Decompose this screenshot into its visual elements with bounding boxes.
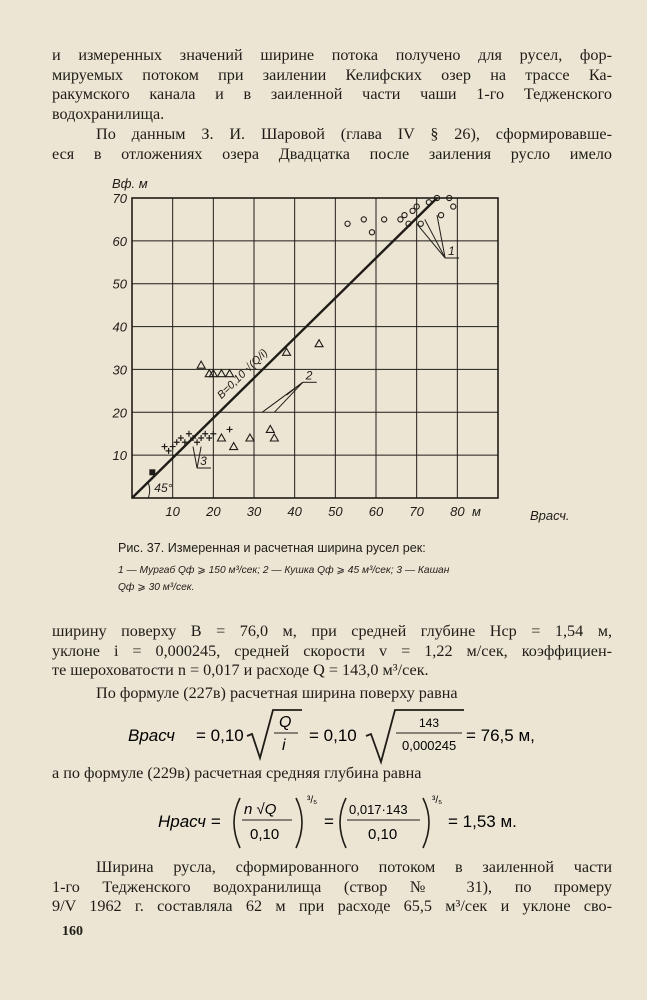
x-axis-label: Bрасч. bbox=[530, 508, 570, 523]
callout-leader bbox=[274, 382, 302, 412]
depth-intro bbox=[52, 764, 612, 784]
data-point-cross bbox=[206, 435, 212, 441]
data-point-circle bbox=[382, 217, 387, 222]
last-paragraph bbox=[52, 858, 612, 917]
data-point-circle bbox=[438, 213, 443, 218]
top-paragraph bbox=[52, 46, 612, 124]
data-point-triangle bbox=[197, 361, 205, 368]
eq1-frac1-num: Q bbox=[279, 714, 292, 731]
eq2-result: = 1,53 м. bbox=[448, 812, 517, 831]
data-point-circle bbox=[402, 213, 407, 218]
eq2-frac1-den: 0,10 bbox=[250, 826, 280, 843]
equation-width bbox=[0, 700, 647, 770]
chart bbox=[0, 170, 647, 530]
data-point-cross bbox=[174, 439, 180, 445]
data-point-cross bbox=[178, 435, 184, 441]
data-point-triangle bbox=[230, 443, 238, 450]
x-tick-label: 70 bbox=[409, 504, 424, 519]
eq1-lhs: Bрасч bbox=[128, 726, 175, 745]
y-tick-label: 40 bbox=[112, 319, 127, 335]
data-point-circle bbox=[418, 221, 423, 226]
equation-depth bbox=[0, 786, 647, 858]
data-point-cross bbox=[194, 439, 200, 445]
x-unit-label: м bbox=[472, 504, 481, 519]
eq2-exponent: ³/₅ bbox=[307, 795, 318, 806]
eq2-mid: = bbox=[324, 812, 334, 831]
chart-grid bbox=[132, 198, 498, 498]
data-point-triangle bbox=[217, 370, 225, 377]
sharova-paragraph bbox=[52, 125, 612, 164]
text-line: 9/V 1962 г. составляла 62 м при расходе 65,5 м³/сек и уклоне сво- bbox=[52, 897, 612, 915]
x-tick-label: 30 bbox=[246, 504, 262, 519]
data-point-cross bbox=[227, 426, 233, 432]
text-line: По формуле (227в) расчетная ширина поверху равна bbox=[96, 684, 458, 702]
eq1-mid: = 0,10 bbox=[309, 726, 357, 745]
eq2-frac2-num: 0,017·143 bbox=[349, 802, 408, 817]
eq1-frac2-num: 143 bbox=[419, 716, 440, 730]
data-point-triangle bbox=[217, 434, 225, 441]
caption-legend-line: Qф ⩾ 30 м³/сек. bbox=[118, 582, 195, 593]
callout-label-3: 3 bbox=[200, 454, 207, 468]
x-tick-label: 40 bbox=[287, 504, 302, 519]
data-point-circle bbox=[410, 208, 415, 213]
eq2-lhs: Hрасч = bbox=[158, 812, 221, 831]
data-point-cross bbox=[186, 431, 192, 437]
paren-right bbox=[423, 798, 429, 848]
text-line: ширину поверху B = 76,0 м, при средней глубине Hср = 1,54 м, bbox=[52, 622, 612, 640]
eq1-result: = 76,5 м, bbox=[466, 726, 535, 745]
eq2-frac2-den: 0,10 bbox=[368, 826, 398, 843]
callout-label-2: 2 bbox=[305, 368, 313, 383]
eq1-coef: = 0,10 bbox=[196, 726, 244, 745]
text-line: уклоне i = 0,000245, средней скорости v = 1,22 м/сек, коэффициен- bbox=[52, 641, 612, 660]
eq2-frac1-num: n √Q bbox=[244, 801, 277, 818]
sqrt-sign bbox=[247, 710, 302, 758]
caption-legend-line: 1 — Мургаб Qф ⩾ 150 м³/сек; 2 — Кушка Qф ⩾ 45 м³/сек; 3 — Кашан bbox=[118, 565, 450, 576]
y-tick-label: 10 bbox=[112, 448, 127, 464]
chart-ticks bbox=[112, 176, 570, 523]
data-point-cross bbox=[198, 435, 204, 441]
data-point-triangle bbox=[246, 434, 254, 441]
x-tick-label: 10 bbox=[165, 504, 180, 519]
text-line: Ширина русла, сформированного потоком в заиленной части bbox=[96, 858, 612, 876]
data-point-circle bbox=[451, 204, 456, 209]
angle-arc bbox=[148, 482, 150, 498]
paren-left bbox=[234, 798, 240, 848]
data-point-triangle bbox=[266, 425, 274, 432]
plot-frame bbox=[132, 198, 498, 498]
y-tick-label: 50 bbox=[112, 276, 127, 292]
caption-title: Рис. 37. Измеренная и расчетная ширина русел рек: bbox=[118, 541, 426, 555]
callout-leader bbox=[193, 447, 197, 468]
x-tick-label: 60 bbox=[368, 504, 384, 519]
figure-caption bbox=[118, 540, 568, 596]
text-line: а по формуле (229в) расчетная средняя глубина равна bbox=[52, 764, 422, 782]
y-tick-label: 30 bbox=[112, 362, 127, 378]
callout-label-1: 1 bbox=[448, 244, 455, 258]
regression-line bbox=[132, 198, 437, 498]
text-line: водохранилища. bbox=[52, 104, 165, 123]
text-line: те шероховатости n = 0,017 и расходе Q = 143,0 м³/сек. bbox=[52, 661, 429, 679]
y-axis-label: Bф. м bbox=[112, 176, 148, 191]
text-line: ракумского канала и в заиленной части чаши 1-го Теджeнского bbox=[52, 85, 612, 103]
data-point-circle bbox=[426, 200, 431, 205]
eq1-frac2-den: 0,000245 bbox=[402, 738, 457, 753]
text-line: По данным З. И. Шаровой (глава IV § 26), сформировавше- bbox=[96, 125, 612, 143]
data-point-circle bbox=[361, 217, 366, 222]
callout-leader bbox=[425, 219, 445, 258]
text-line: мируемых потоком при заилении Келифских озер на трассе Ка- bbox=[52, 65, 612, 84]
page-number: 160 bbox=[62, 924, 83, 939]
data-point-circle bbox=[369, 230, 374, 235]
regression-line-label: B=0,10 √(Q/i) bbox=[215, 346, 271, 402]
data-point-triangle bbox=[226, 370, 234, 377]
y-tick-label: 60 bbox=[112, 233, 127, 249]
x-tick-label: 50 bbox=[328, 504, 343, 519]
sqrt-sign bbox=[366, 710, 464, 762]
text-line: и измеренных значений ширине потока получено для русел, фор- bbox=[52, 46, 612, 64]
data-point-cross bbox=[166, 448, 172, 454]
data-point-cross bbox=[202, 431, 208, 437]
y-tick-label: 70 bbox=[112, 191, 127, 206]
data-point-circle bbox=[345, 221, 350, 226]
text-line: 1-го Теджeнского водохранилища (створ № 31), по промеру bbox=[52, 877, 612, 896]
data-point-square bbox=[149, 469, 155, 475]
data-point-cross bbox=[162, 444, 168, 450]
callout-leader bbox=[437, 215, 445, 258]
angle-label: 45° bbox=[154, 481, 173, 495]
data-point-triangle bbox=[270, 434, 278, 441]
x-tick-label: 80 bbox=[450, 504, 465, 519]
eq2-exponent: ³/₅ bbox=[432, 795, 443, 806]
y-tick-label: 20 bbox=[112, 405, 127, 421]
eq1-frac1-den: i bbox=[282, 737, 286, 754]
text-line: еся в отложениях озера Двадцатка после заиления русло имело bbox=[52, 144, 612, 163]
body-paragraph bbox=[52, 622, 612, 681]
paren-left bbox=[340, 798, 346, 848]
data-point-triangle bbox=[315, 340, 323, 347]
x-tick-label: 20 bbox=[206, 504, 221, 519]
data-point-cross bbox=[170, 444, 176, 450]
data-point-triangle bbox=[205, 370, 213, 377]
data-point-circle bbox=[398, 217, 403, 222]
paren-right bbox=[296, 798, 302, 848]
data-point-cross bbox=[210, 431, 216, 437]
